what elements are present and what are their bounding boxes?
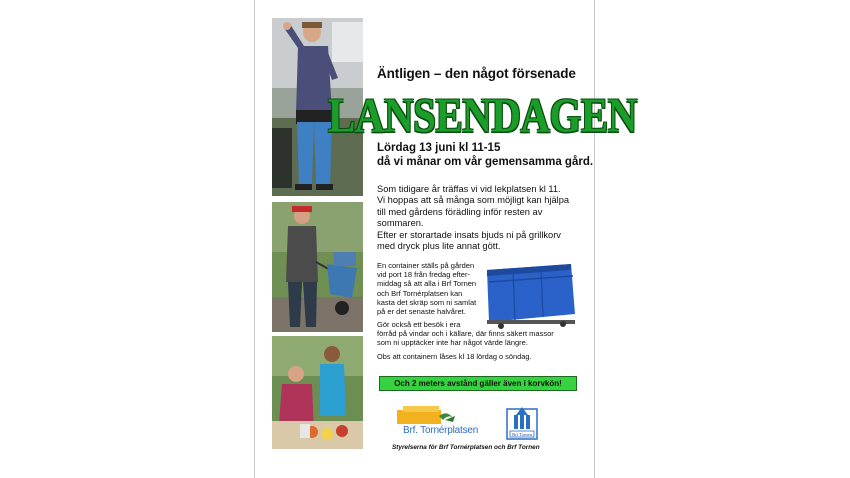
para-line: Som tidigare år träffas vi vid lekplatsen kl 11. <box>377 184 561 194</box>
logo2-label: Brf Tornen <box>512 432 532 437</box>
para-line: till med gårdens förädling inför resten av <box>377 206 543 217</box>
event-date <box>377 141 592 169</box>
container-line: och Brf Tornérplatsen kan <box>377 288 463 298</box>
para-line: Efter er storartade insats bjuds ni på grillkorv <box>377 229 561 240</box>
brf-tornen-logo <box>505 405 539 441</box>
container-line: middag så att alla i Brf Tornen <box>377 279 477 289</box>
photo-man-wheelbarrow <box>272 202 363 332</box>
intro-heading: Äntligen – den något försenade <box>377 66 576 81</box>
logo1-label: Brf. Tornérplatsen <box>403 425 479 436</box>
date-subline: då vi månar om vår gemensamma gård. <box>377 156 594 168</box>
lock-note: Obs att containern låses kl 18 lördag o söndag. <box>377 352 532 361</box>
flyer-page <box>254 0 637 478</box>
storage-line: som ni upptäcker inte har något värde längre. <box>377 338 528 348</box>
photo-women-food <box>272 336 363 449</box>
container-line: kasta det skräp som ni samlat <box>377 297 477 307</box>
container-line: på er det senaste halvåret. <box>377 307 466 317</box>
main-paragraph <box>377 184 592 252</box>
storage-line: Gör också ett besök i era <box>377 320 461 329</box>
footer-signature: Styrelserna för Brf Tornérplatsen och Brf Tornen <box>392 444 540 451</box>
para-line: Vi hoppas att så många som möjligt kan hjälpa <box>377 195 570 206</box>
date-line: Lördag 13 juni kl 11-15 <box>377 142 501 154</box>
storage-line: förråd på vindar och i källare, där finns säkert massor <box>377 329 554 339</box>
para-line: med dryck plus lite annat gött. <box>377 241 501 252</box>
para-line: sommaren. <box>377 218 424 229</box>
distance-banner: Och 2 meters avstånd gäller även i korvkön! <box>379 376 577 391</box>
container-line: En container ställs på gården <box>377 261 475 270</box>
storage-paragraph <box>377 320 592 348</box>
event-title: LANSENDAGEN <box>328 88 637 143</box>
container-line: vid port 18 från fredag efter- <box>377 270 470 280</box>
